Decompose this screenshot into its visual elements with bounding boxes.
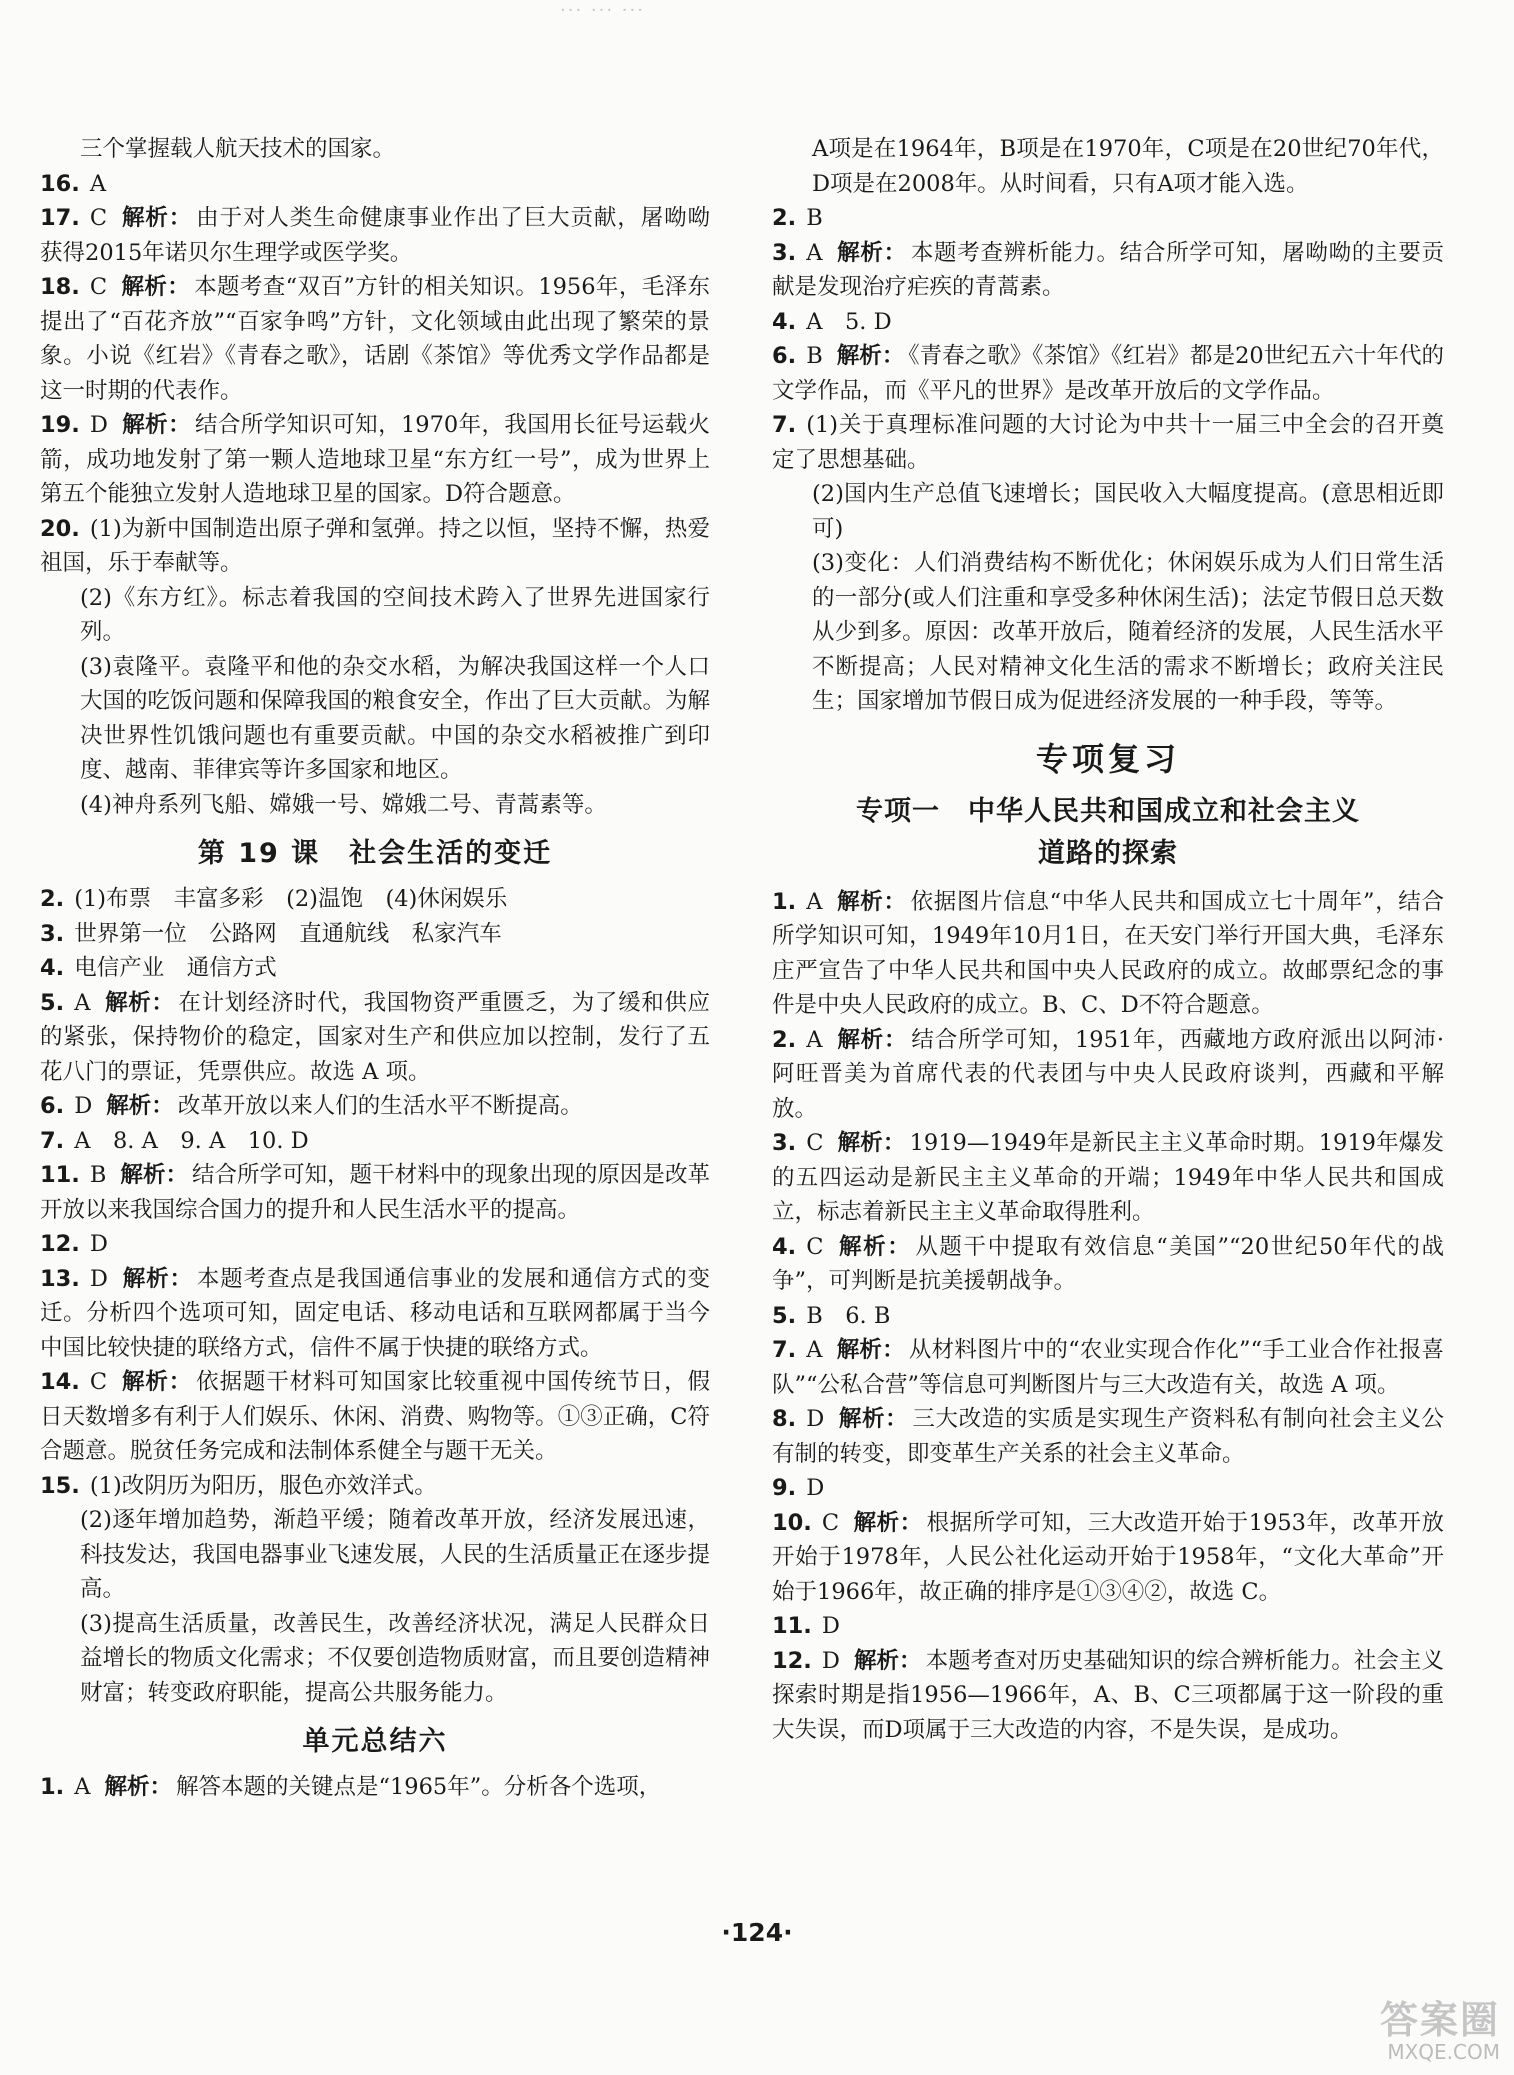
unit-summary-heading: 单元总结六 — [302, 1726, 448, 1757]
summary-answer-4-5: 4. A 5. D — [772, 308, 892, 335]
topic-answer-12: 12. D 解析： 本题考查对历史基础知识的综合辨析能力。社会主义探索时期是指1956—1966年，A、B、C三项都属于这一阶段的重大失误，而D项属于三大改造的内容，不是失误，是成功。 — [772, 1647, 1444, 1743]
special-review-heading: 专项复习 — [1035, 739, 1180, 778]
answer-17: 17. C 解析： 由于对人类生命健康事业作出了巨大贡献，屠呦呦获得2015年诺贝尔生理学或医学奖。 — [40, 205, 710, 266]
answer-20-part4: (4)神舟系列飞船、嫦娥一号、嫦娥二号、青蒿素等。 — [80, 791, 607, 818]
answer-20: 20. (1)为新中国制造出原子弹和氢弹。持之以恒，坚持不懈，热爱祖国，乐于奉献等。 — [40, 515, 710, 576]
topic-answer-3: 3. C 解析： 1919—1949年是新民主主义革命时期。1919年爆发的五四运动是新民主主义革命的开端；1949年中华人民共和国成立，标志着新民主主义革命取得胜利。 — [772, 1130, 1444, 1225]
page-number: ·124· — [721, 1918, 793, 1947]
lesson-answer-4: 4. 电信产业 通信方式 — [40, 955, 277, 981]
lesson-answer-5: 5. A 解析： 在计划经济时代，我国物资严重匮乏，为了缓和供应的紧张，保持物价的稳定，国家对生产和供应加以控制，发行了五花八门的票证，凭票供应。故选 A 项。 — [40, 989, 710, 1085]
topic-answer-8: 8. D 解析： 三大改造的实质是实现生产资料私有制向社会主义公有制的转变，即变革生产关系的社会主义革命。 — [772, 1406, 1444, 1467]
left-column — [40, 132, 710, 1805]
answer-20-part2: (2)《东方红》。标志着我国的空间技术跨入了世界先进国家行列。 — [80, 584, 710, 645]
summary-answer-2: 2. B — [772, 205, 823, 231]
lesson-answer-7-10: 7. A 8. A 9. A 10. D — [40, 1127, 309, 1154]
lesson-19-heading: 第 19 课 社会生活的变迁 — [197, 838, 553, 869]
lesson-answer-13: 13. D 解析： 本题考查点是我国通信事业的发展和通信方式的变迁。分析四个选项可知，固定电话、移动电话和互联网都属于当今中国比较快捷的联络方式，信件不属于快捷的联络方式。 — [40, 1265, 710, 1361]
summary-answer-7: 7. (1)关于真理标准问题的大讨论为中共十一届三中全会的召开奠定了思想基础。 — [772, 412, 1444, 473]
topic-answer-1: 1. A 解析： 依据图片信息“中华人民共和国成立七十周年”，结合所学知识可知，1949年10月1日，在天安门举行开国大典，毛泽东庄严宣告了中华人民共和国中央人民政府的成立。故邮票纪念的事件是中央人民政府的成立。B、C、D不符合题意。 — [772, 888, 1444, 1018]
summary-answer-6: 6. B 解析： 《青春之歌》《茶馆》《红岩》都是20世纪五六十年代的文学作品，而《平凡的世界》是改革开放后的文学作品。 — [772, 343, 1444, 404]
topic-answer-11: 11. D — [772, 1613, 840, 1639]
topic-answer-9: 9. D — [772, 1475, 825, 1501]
lesson-answer-15-part2: (2)逐年增加趋势，渐趋平缓；随着改革开放，经济发展迅速，科技发达，我国电器事业飞速发展，人民的生活质量正在逐步提高。 — [80, 1507, 711, 1602]
watermark-logo — [1300, 1999, 1500, 2067]
summary-answer-7-part3: (3)变化：人们消费结构不断优化；休闲娱乐成为人们日常生活的一部分(或人们注重和享受多种休闲生活)；法定节假日总天数从少到多。原因：改革开放后，随着经济的发展，人民生活水平不断提高；人民对精神文化生活的需求不断增长；政府关注民生；国家增加节假日成为促进经济发展的一种手段，等等。 — [812, 550, 1444, 714]
topic-one-heading: 专项一 中华人民共和国成立和社会主义 道路的探索 — [856, 795, 1360, 869]
topic-answer-2: 2. A 解析： 结合所学可知，1951年，西藏地方政府派出以阿沛·阿旺晋美为首席代表的代表团与中央人民政府谈判，西藏和平解放。 — [772, 1026, 1444, 1122]
lesson-answer-3: 3. 世界第一位 公路网 直通航线 私家汽车 — [40, 920, 502, 947]
watermark-logo-text: 答案圈 — [1379, 1998, 1500, 2042]
answer-16: 16. A — [40, 170, 107, 197]
lesson-answer-15-part3: (3)提高生活质量，改善民生，改善经济状况，满足人民群众日益增长的物质文化需求；不仅要创造物质财富，而且要创造精神财富；转变政府职能，提高公共服务能力。 — [80, 1610, 711, 1706]
lesson-answer-2: 2. (1)布票 丰富多彩 (2)温饱 (4)休闲娱乐 — [40, 886, 508, 912]
topic-answer-10: 10. C 解析： 根据所学可知，三大改造开始于1953年，改革开放开始于1978年，人民公社化运动开始于1958年，“文化大革命”开始于1966年，故正确的排序是①③④②，故选 C。 — [772, 1509, 1444, 1605]
lesson-answer-12: 12. D — [40, 1231, 108, 1257]
right-column — [772, 132, 1444, 1747]
summary-answer-3: 3. A 解析： 本题考查辨析能力。结合所学可知，屠呦呦的主要贡献是发现治疗疟疾的青蒿素。 — [772, 239, 1444, 300]
lesson-answer-6: 6. D 解析： 改革开放以来人们的生活水平不断提高。 — [40, 1093, 583, 1119]
answer-18: 18. C 解析： 本题考查“双百”方针的相关知识。1956年，毛泽东提出了“百花齐放”“百家争鸣”方针，文化领域由此出现了繁荣的景象。小说《红岩》《青春之歌》，话剧《茶馆》等优秀文学作品都是这一时期的代表作。 — [40, 274, 710, 404]
watermark-url: MXQE.COM — [1387, 2040, 1500, 2064]
answer-continuation: 三个掌握载人航天技术的国家。 — [80, 136, 396, 162]
answer-20-part3: (3)袁隆平。袁隆平和他的杂交水稻，为解决我国这样一个人口大国的吃饭问题和保障我国的粮食安全，作出了巨大贡献。为解决世界性饥饿问题也有重要贡献。中国的杂交水稻被推广到印度、越南、菲律宾等许多国家和地区。 — [80, 653, 711, 783]
lesson-answer-11: 11. B 解析： 结合所学可知，题干材料中的现象出现的原因是改革开放以来我国综合国力的提升和人民生活水平的提高。 — [40, 1162, 710, 1223]
topic-answer-4: 4. C 解析： 从题干中提取有效信息“美国”“20世纪50年代的战争”，可判断是抗美援朝战争。 — [772, 1233, 1444, 1294]
summary-answer-7-part2: (2)国内生产总值飞速增长；国民收入大幅度提高。(意思相近即可) — [812, 481, 1444, 542]
summary-answer-1-continued: A项是在1964年，B项是在1970年，C项是在20世纪70年代，D项是在2008年。从时间看，只有A项才能入选。 — [812, 136, 1444, 197]
lesson-answer-15: 15. (1)改阴历为阳历，服色亦效洋式。 — [40, 1472, 437, 1499]
summary-answer-1: 1. A 解析： 解答本题的关键点是“1965年”。分析各个选项， — [40, 1774, 662, 1800]
answer-19: 19. D 解析： 结合所学知识可知，1970年，我国用长征号运载火箭，成功地发射了第一颗人造地球卫星“东方红一号”，成为世界上第五个能独立发射人造地球卫星的国家。D符合题意。 — [40, 412, 710, 507]
topic-answer-5-6: 5. B 6. B — [772, 1302, 891, 1329]
topic-answer-7: 7. A 解析： 从材料图片中的“农业实现合作化”“手工业合作社报喜队”“公私合营”等信息可判断图片与三大改造有关，故选 A 项。 — [772, 1337, 1444, 1398]
lesson-answer-14: 14. C 解析： 依据题干材料可知国家比较重视中国传统节日，假日天数增多有利于人们娱乐、休闲、消费、购物等。①③正确，C符合题意。脱贫任务完成和法制体系健全与题干无关。 — [40, 1369, 710, 1464]
top-bleed-text: ··· ··· ··· — [560, 0, 645, 21]
